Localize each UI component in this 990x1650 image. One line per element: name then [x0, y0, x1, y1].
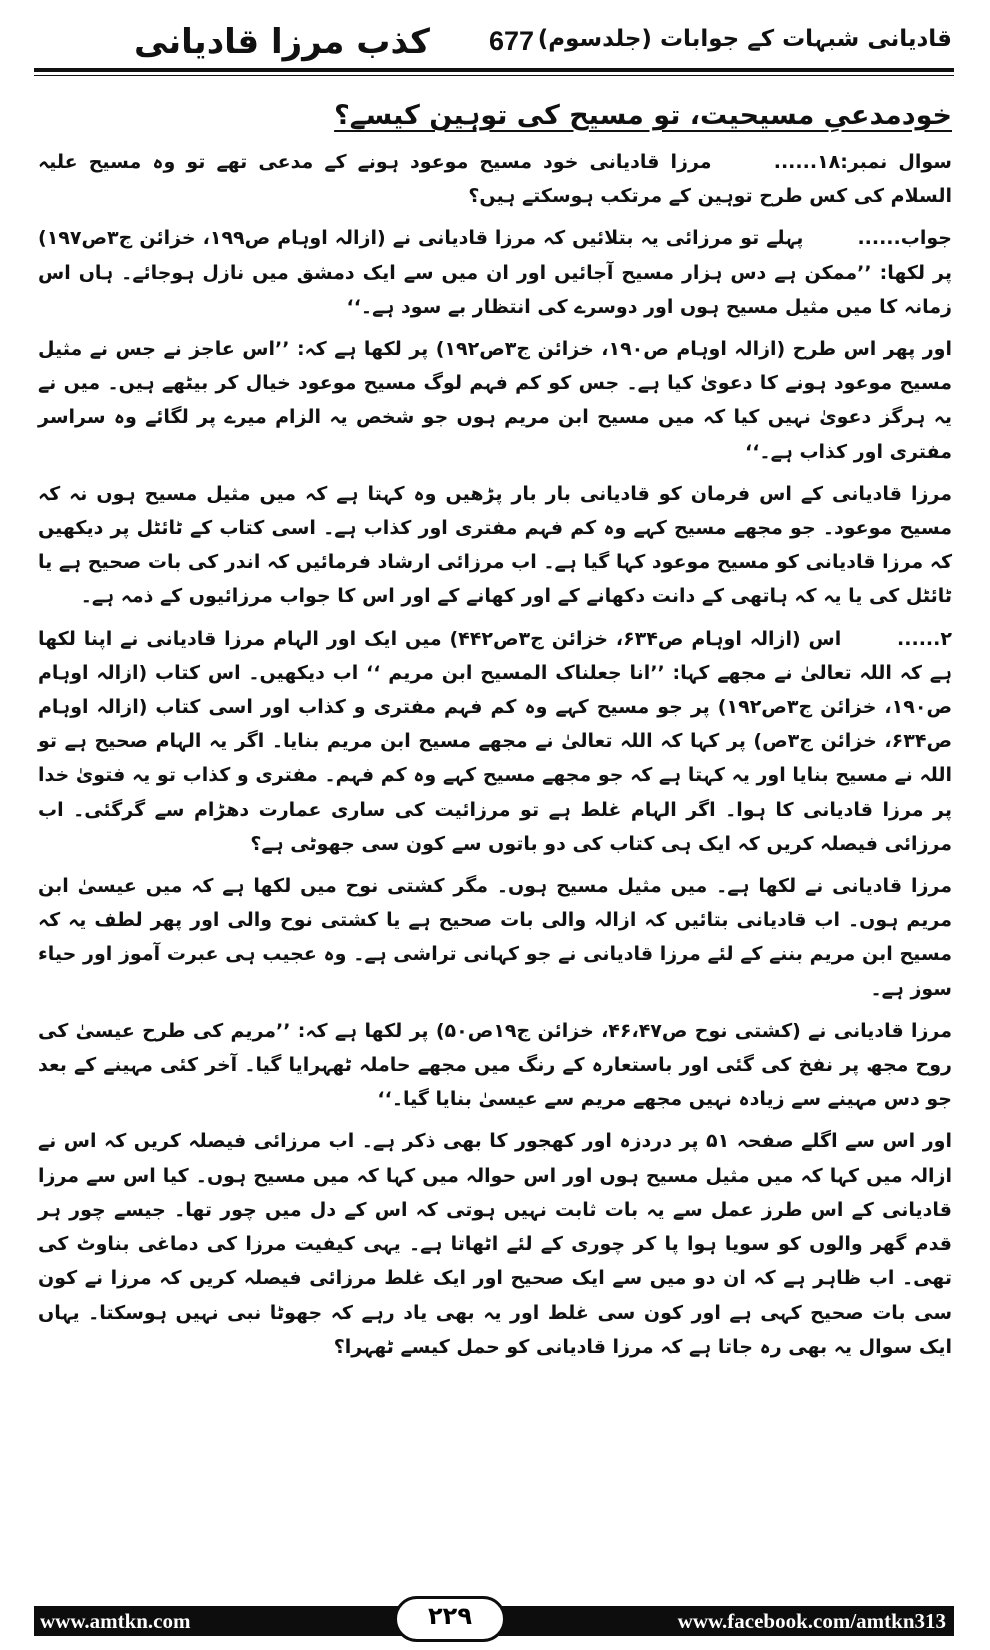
header-rule-thick — [34, 68, 954, 72]
page-badge-number: ۲۲۹ — [428, 1602, 472, 1630]
page-number: 677 — [489, 26, 535, 56]
paragraph-6: مرزا قادیانی نے (کشتی نوح ص۴۶،۴۷، خزائن ج۱۹ص۵۰) پر لکھا ہے کہ: ’’مریم کی طرح عیسیٰ کی روح مجھ پر نفخ کی گئی اور باستعارہ کے رنگ میں مجھے حاملہ ٹھہرایا گیا۔ آخر کئی مہینے کے بعد جو دس مہینے سے زیادہ نہیں مجھے مریم سے عیسیٰ بنایا گیا۔‘‘ — [38, 1019, 953, 1111]
section-heading: خودمدعیِ مسیحیت، تو مسیح کی توہین کیسے؟ — [334, 100, 952, 131]
answer-label: جواب...... — [857, 227, 952, 250]
question-text: مرزا قادیانی خود مسیح موعود ہونے کے مدعی تھے تو وہ مسیح علیہ السلام کی کس طرح توہین کے مرتکب ہوسکتے ہیں؟ — [38, 151, 952, 208]
page-header — [34, 22, 954, 68]
paragraph-4-label: ۲...... — [897, 627, 952, 650]
book-title: کذب مرزا قادیانی — [134, 22, 430, 62]
paragraph-2: اور پھر اس طرح (ازالہ اوہام ص۱۹۰، خزائن ج۳ص۱۹۲) پر لکھا ہے کہ: ’’اس عاجز نے جس نے مثیل مسیح موعود ہونے کا دعویٰ کیا ہے۔ جس کو کم فہم لوگ مسیح موعود خیال کر بیٹھے ہیں۔ میں نے یہ ہرگز دعویٰ نہیں کیا کہ میں مسیح ابن مریم ہوں جو شخص یہ الزام میرے پر لگائے وہ سراسر مفتری اور کذاب ہے۔‘‘ — [38, 338, 953, 463]
paragraph-7: اور اس سے اگلے صفحہ ۵۱ پر دردزہ اور کھجور کا بھی ذکر ہے۔ اب مرزائی فیصلہ کریں کہ اس نے ازالہ میں کہا کہ میں مثیل مسیح ہوں اور اس حوالہ میں کہا کہ میں مسیح ہوں۔ کیا اس سے مرزا قادیانی کے اس طرز عمل سے یہ بات ثابت نہیں ہوتی کہ اس کے دل میں چور تھا۔ جیسے چور ہر قدم گھر والوں کو سویا ہوا پا کر چوری کے لئے اٹھاتا ہے۔ یہی کیفیت مرزا کی دماغی بناوٹ کی تھی۔ اب ظاہر ہے کہ ان دو میں سے ایک صحیح اور ایک غلط مرزائی فیصلہ کریں کہ مرزا نے کون سی بات صحیح کہی ہے اور کون سی غلط اور یہ بھی یاد رہے کہ جھوٹا نبی نہیں ہوسکتا۔ یہاں ایک سوال یہ بھی رہ جاتا ہے کہ مرزا قادیانی کو حمل کیسے ٹھہرا؟ — [38, 1130, 952, 1358]
page-badge — [394, 1596, 506, 1642]
paragraph-4-text: اس (ازالہ اوہام ص۶۳۴، خزائن ج۳ص۴۴۲) میں ایک اور الہام مرزا قادیانی نے اپنا لکھا ہے کہ اللہ تعالیٰ نے مجھے کہا: ’’انا جعلناک المسیح ابن مریم ‘‘ اب دیکھیں۔ اس کتاب (ازالہ اوہام ص۱۹۰، خزائن ج۳ص۱۹۲) پر جو مسیح کہے وہ کم فہم مفتری و کذاب اور اسی کتاب (ازالہ اوہام ص۶۳۴، خزائن ج۳ص) پر کہا کہ اللہ تعالیٰ نے مجھے مسیح ابن مریم بنایا۔ اگر یہ الہام صحیح ہے تو اللہ نے مسیح بنایا اور یہ کہتا ہے کہ جو مجھے مسیح کہے وہ کم فہم۔ مفتری و کذاب تو یہ فتویٰ خدا پر مرزا قادیانی کا ہوا۔ اگر الہام غلط ہے تو مرزائیت کی ساری عمارت دھڑام سے گرگئی۔ اب مرزائی فیصلہ کریں کہ ایک ہی کتاب کی دو باتوں سے کون سی جھوٹی ہے؟ — [38, 627, 952, 855]
page-footer — [34, 1602, 954, 1636]
website-link[interactable]: www.amtkn.com — [40, 1609, 191, 1633]
paragraph-4 — [38, 622, 952, 861]
paragraph-3: مرزا قادیانی کے اس فرمان کو قادیانی بار بار پڑھیں وہ کہتا ہے کہ میں مثیل مسیح ہوں نہ کہ مسیح موعود۔ جو مجھے مسیح کہے وہ کم فہم مفتری اور کذاب ہے۔ اسی کتاب کے ٹائٹل پر دیکھیں کہ مرزا قادیانی کو مسیح موعود کہا گیا ہے۔ اب مرزائی ارشاد فرمائیں کہ اندر کی بات صحیح ہے یا ٹائٹل کی یا یہ کہ ہاتھی کے دانت دکھانے کے اور کھانے کے اور اس کا جواب مرزائیوں کے ذمہ ہے۔ — [38, 482, 952, 608]
question-paragraph — [38, 145, 952, 213]
header-rule-thin — [34, 75, 954, 76]
paragraph-5: مرزا قادیانی نے لکھا ہے۔ میں مثیل مسیح ہوں۔ مگر کشتی نوح میں لکھا ہے کہ میں عیسیٰ ابن مریم ہوں۔ اب قادیانی بتائیں کہ ازالہ والی بات صحیح ہے یا کشتی نوح والی اور پھر لطف یہ کہ مسیح ابن مریم بننے کے لئے مرزا قادیانی نے جو کہانی تراشی ہے۔ وہ عجیب ہی عبرت آموز اور حیاء سوز ہے۔ — [38, 875, 952, 1000]
answer-paragraph — [38, 221, 952, 324]
facebook-link[interactable]: www.facebook.com/amtkn313 — [677, 1609, 946, 1633]
main-content — [38, 92, 952, 1372]
answer-text: پہلے تو مرزائی یہ بتلائیں کہ مرزا قادیانی نے (ازالہ اوہام ص۱۹۹، خزائن ج۳ص۱۹۷) پر لکھا: ’’ممکن ہے دس ہزار مسیح آجائیں اور ان میں سے ایک دمشق میں نازل ہوجائے۔ ہاں اس زمانہ کا میں مثیل مسیح ہوں اور دوسرے کی انتظار بے سود ہے۔‘‘ — [38, 227, 952, 318]
series-title: قادیانی شبہات کے جوابات (جلدسوم) — [537, 26, 952, 52]
question-label: سوال نمبر:۱۸...... — [773, 151, 952, 173]
